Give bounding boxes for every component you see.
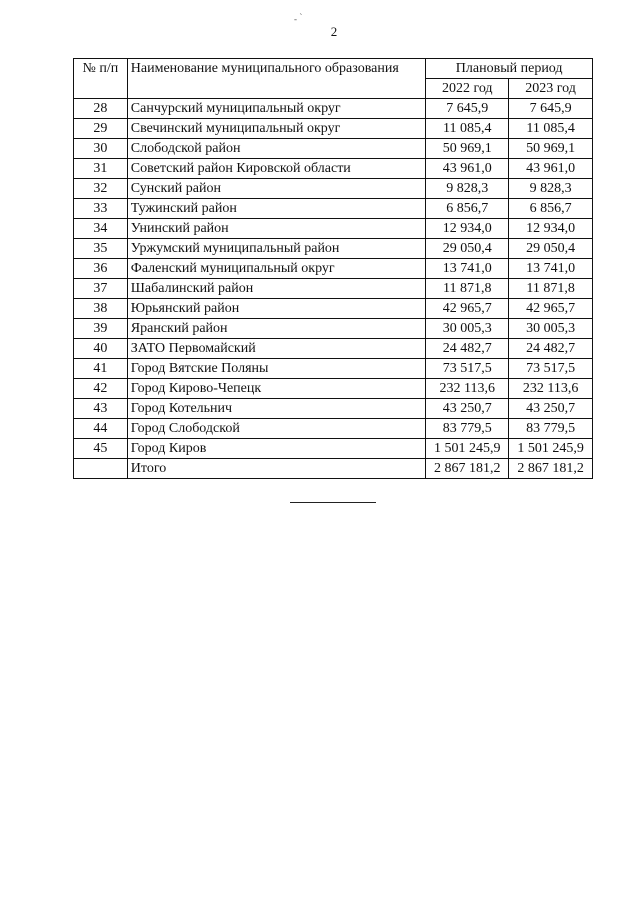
municipality-name: Слободской район xyxy=(127,139,426,159)
value-2023: 50 969,1 xyxy=(509,139,593,159)
table-row xyxy=(74,379,593,399)
value-2022: 43 250,7 xyxy=(426,399,509,419)
row-number: 44 xyxy=(74,419,128,439)
table-row xyxy=(74,259,593,279)
table-row xyxy=(74,119,593,139)
total-row xyxy=(74,459,593,479)
municipality-name: Юрьянский район xyxy=(127,299,426,319)
value-2023: 42 965,7 xyxy=(509,299,593,319)
table-row xyxy=(74,339,593,359)
table-row xyxy=(74,239,593,259)
header-name: Наименование муниципального образования xyxy=(127,59,426,99)
value-2023: 24 482,7 xyxy=(509,339,593,359)
municipality-name: Фаленский муниципальный округ xyxy=(127,259,426,279)
row-number: 31 xyxy=(74,159,128,179)
municipality-name: Город Слободской xyxy=(127,419,426,439)
table-row xyxy=(74,199,593,219)
row-number: 35 xyxy=(74,239,128,259)
table-row xyxy=(74,159,593,179)
value-2022: 232 113,6 xyxy=(426,379,509,399)
value-2022: 11 085,4 xyxy=(426,119,509,139)
table-row xyxy=(74,219,593,239)
value-2022: 83 779,5 xyxy=(426,419,509,439)
value-2022: 43 961,0 xyxy=(426,159,509,179)
value-2022: 13 741,0 xyxy=(426,259,509,279)
row-number: 39 xyxy=(74,319,128,339)
row-number: 36 xyxy=(74,259,128,279)
value-2022: 1 501 245,9 xyxy=(426,439,509,459)
value-2022: 30 005,3 xyxy=(426,319,509,339)
row-number: 38 xyxy=(74,299,128,319)
municipality-name: Город Котельнич xyxy=(127,399,426,419)
municipality-name: Яранский район xyxy=(127,319,426,339)
value-2022: 7 645,9 xyxy=(426,99,509,119)
scan-marks: - ̀ xyxy=(294,14,306,24)
value-2022: 9 828,3 xyxy=(426,179,509,199)
value-2023: 232 113,6 xyxy=(509,379,593,399)
municipality-name: Советский район Кировской области xyxy=(127,159,426,179)
value-2023: 11 871,8 xyxy=(509,279,593,299)
table-body xyxy=(74,99,593,479)
row-number: 40 xyxy=(74,339,128,359)
header-year-2022: 2022 год xyxy=(426,79,509,99)
municipality-name: Унинский район xyxy=(127,219,426,239)
table-row xyxy=(74,179,593,199)
closing-rule xyxy=(290,502,376,503)
municipality-name: Уржумский муниципальный район xyxy=(127,239,426,259)
value-2023: 83 779,5 xyxy=(509,419,593,439)
value-2023: 43 961,0 xyxy=(509,159,593,179)
row-number: 37 xyxy=(74,279,128,299)
table-row xyxy=(74,299,593,319)
municipality-name: Город Вятские Поляны xyxy=(127,359,426,379)
table-row xyxy=(74,419,593,439)
value-2022: 12 934,0 xyxy=(426,219,509,239)
header-year-2023: 2023 год xyxy=(509,79,593,99)
table-row xyxy=(74,279,593,299)
row-number: 30 xyxy=(74,139,128,159)
table-row xyxy=(74,319,593,339)
municipality-name: Шабалинский район xyxy=(127,279,426,299)
row-number: 43 xyxy=(74,399,128,419)
value-2022: 29 050,4 xyxy=(426,239,509,259)
header-planning-period: Плановый период xyxy=(426,59,593,79)
value-2022: 42 965,7 xyxy=(426,299,509,319)
value-2022: 2 867 181,2 xyxy=(426,459,509,479)
municipality-name: Свечинский муниципальный округ xyxy=(127,119,426,139)
value-2023: 9 828,3 xyxy=(509,179,593,199)
row-number: 45 xyxy=(74,439,128,459)
municipality-name: Город Киров xyxy=(127,439,426,459)
value-2023: 29 050,4 xyxy=(509,239,593,259)
value-2023: 30 005,3 xyxy=(509,319,593,339)
value-2023: 12 934,0 xyxy=(509,219,593,239)
table-row xyxy=(74,399,593,419)
row-number: 41 xyxy=(74,359,128,379)
header-number: № п/п xyxy=(74,59,128,99)
row-number: 34 xyxy=(74,219,128,239)
value-2022: 73 517,5 xyxy=(426,359,509,379)
table-row xyxy=(74,139,593,159)
table-header xyxy=(74,59,593,99)
value-2022: 6 856,7 xyxy=(426,199,509,219)
municipality-name: Итого xyxy=(127,459,426,479)
value-2022: 50 969,1 xyxy=(426,139,509,159)
row-number: 29 xyxy=(74,119,128,139)
value-2023: 11 085,4 xyxy=(509,119,593,139)
value-2023: 73 517,5 xyxy=(509,359,593,379)
value-2022: 24 482,7 xyxy=(426,339,509,359)
municipality-name: Сунский район xyxy=(127,179,426,199)
municipality-name: Город Кирово-Чепецк xyxy=(127,379,426,399)
value-2023: 7 645,9 xyxy=(509,99,593,119)
value-2023: 2 867 181,2 xyxy=(509,459,593,479)
page-number: 2 xyxy=(330,24,338,39)
municipality-name: Санчурский муниципальный округ xyxy=(127,99,426,119)
row-number: 33 xyxy=(74,199,128,219)
value-2023: 6 856,7 xyxy=(509,199,593,219)
row-number: 28 xyxy=(74,99,128,119)
row-number: 42 xyxy=(74,379,128,399)
table-row xyxy=(74,439,593,459)
value-2023: 13 741,0 xyxy=(509,259,593,279)
value-2023: 43 250,7 xyxy=(509,399,593,419)
municipality-name: ЗАТО Первомайский xyxy=(127,339,426,359)
budget-table xyxy=(73,58,593,479)
table-row xyxy=(74,359,593,379)
value-2023: 1 501 245,9 xyxy=(509,439,593,459)
municipality-name: Тужинский район xyxy=(127,199,426,219)
table-row xyxy=(74,99,593,119)
row-number xyxy=(74,459,128,479)
row-number: 32 xyxy=(74,179,128,199)
value-2022: 11 871,8 xyxy=(426,279,509,299)
